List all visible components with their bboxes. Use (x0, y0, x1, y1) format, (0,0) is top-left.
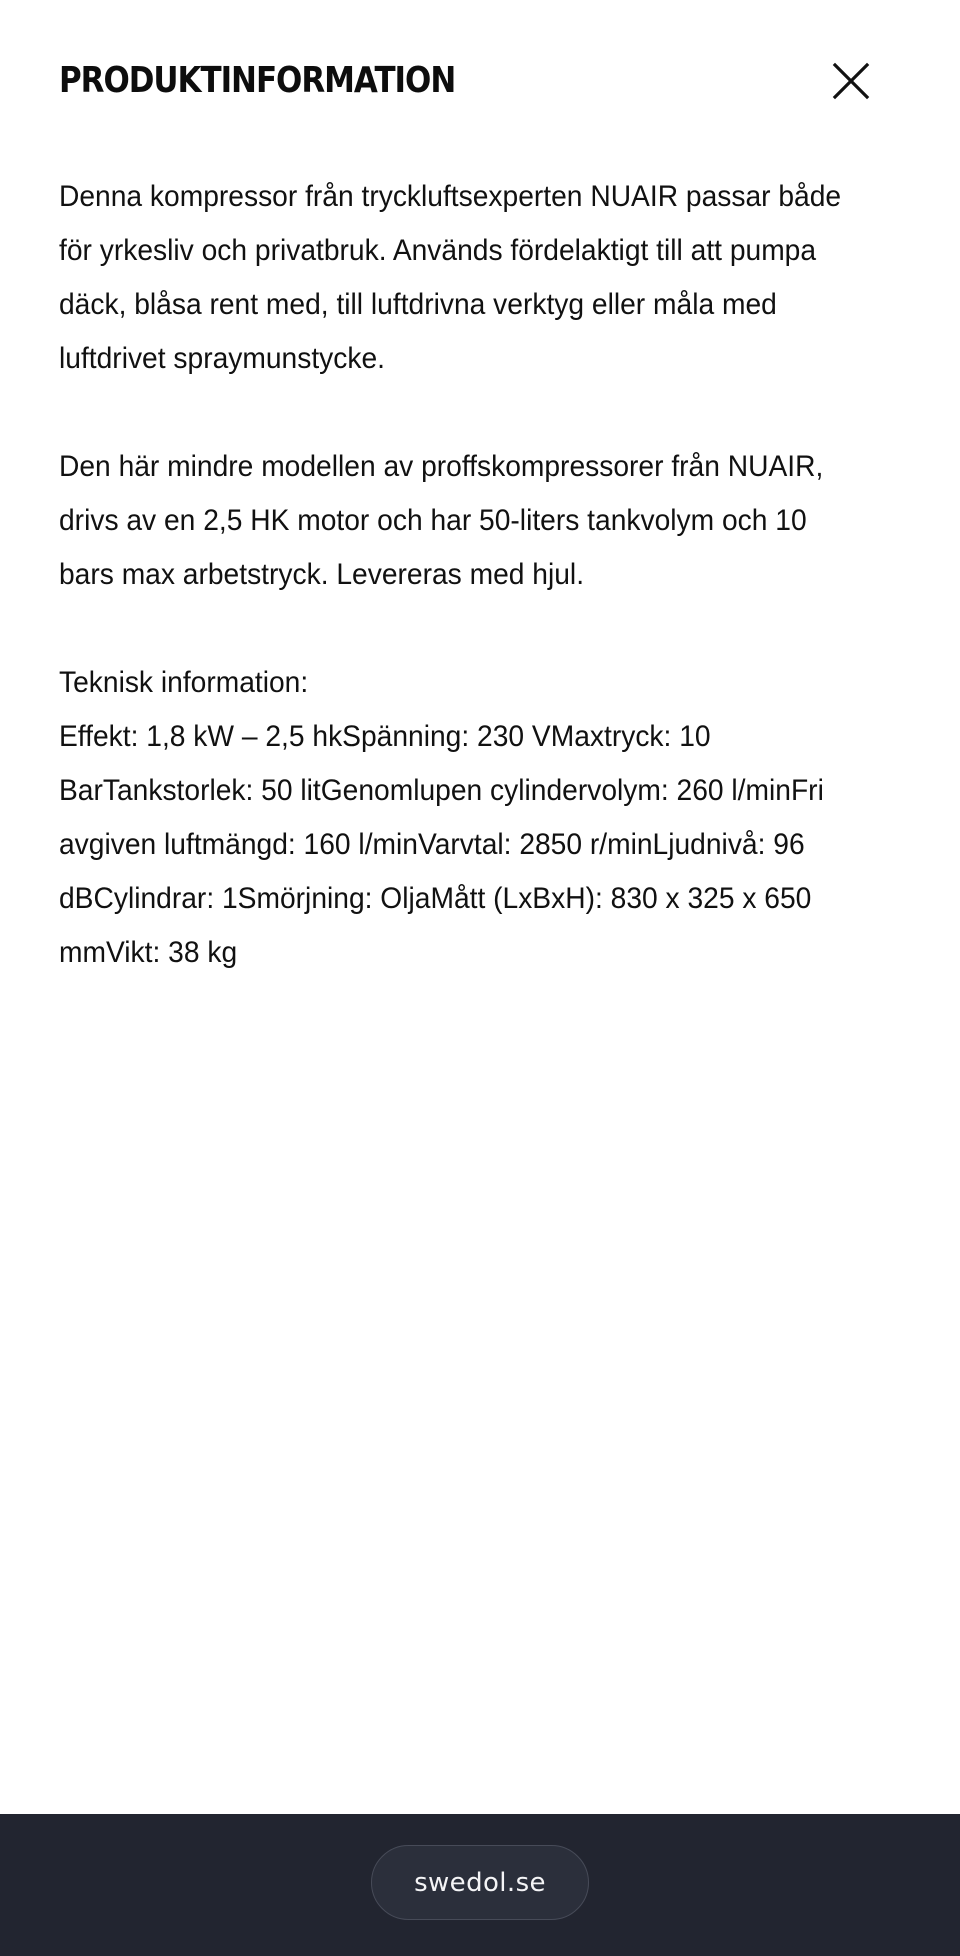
page-title: PRODUKTINFORMATION (59, 60, 456, 101)
address-bar[interactable] (371, 1845, 589, 1920)
close-icon (826, 56, 876, 106)
panel-header (59, 50, 901, 120)
browser-bottom-bar (0, 1814, 960, 1956)
close-button[interactable] (826, 56, 876, 106)
product-description (59, 170, 901, 980)
url-text: swedol.se (414, 1867, 546, 1898)
description-paragraph: Den här mindre modellen av proffskompressorer från NUAIR, drivs av en 2,5 HK motor och har 50-liters tankvolym och 10 bars max arbetstryck. Levereras med hjul. (59, 450, 824, 591)
technical-information: Teknisk information: Effekt: 1,8 kW – 2,5 hkSpänning: 230 VMaxtryck: 10 BarTankstorlek: 50 litGenomlupen cylindervolym: 260 l/minFri avgiven luftmängd: 160 l/minVarvtal: 2850 r/minLjudnivå: 96 dBCylindrar: 1Smörjning: OljaMått (LxBxH): 830 x 325 x 650 mmVikt: 38 kg (59, 666, 824, 969)
description-paragraph: Denna kompressor från tryckluftsexperten NUAIR passar både för yrkesliv och privatbruk. Används fördelaktigt till att pumpa däck, blåsa rent med, till luftdrivna verktyg eller måla med luftdrivet spraymunstycke. (59, 180, 842, 375)
